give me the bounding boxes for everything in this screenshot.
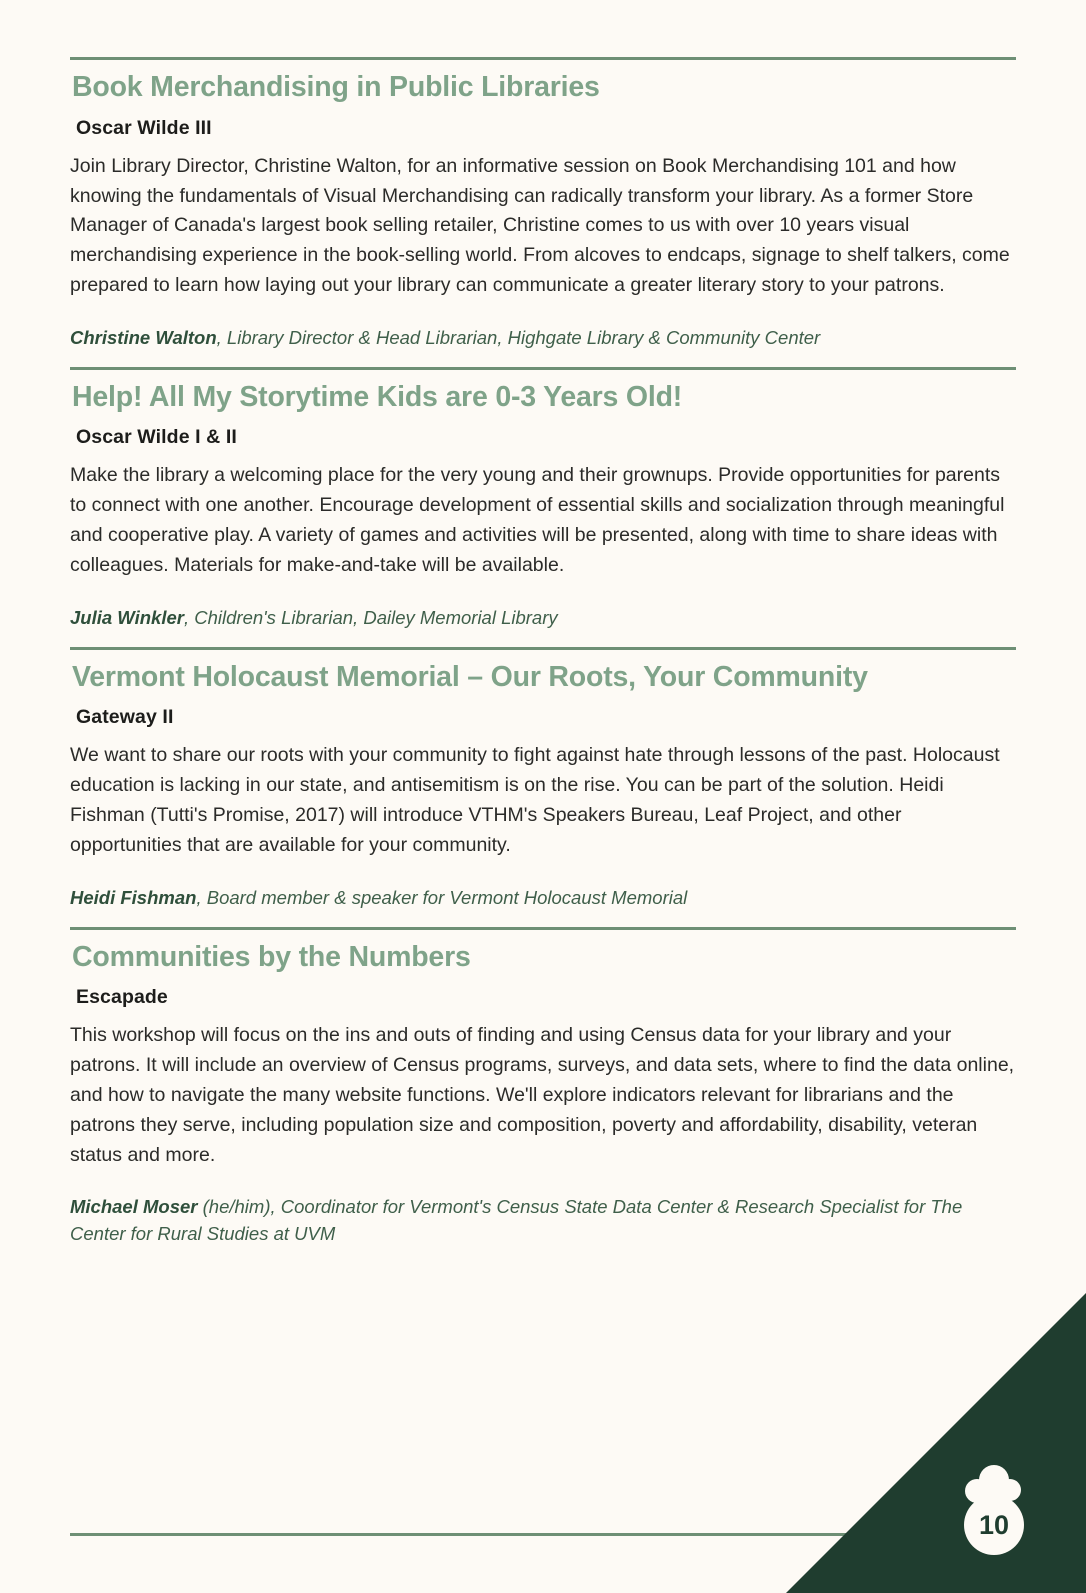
presenter-title: , Children's Librarian, Dailey Memorial Library (183, 606, 558, 628)
corner-triangle (786, 1293, 1086, 1593)
session-presenter (70, 1194, 1016, 1248)
session-description: Join Library Director, Christine Walton, for an informative session on Book Merchandising 101 and how knowing the fundamentals of Visual Merchandising can radically transform your library. As a former Store Manager of Canada's largest book selling retailer, Christine comes to us with over 10 years visual merchandising experience in the book-selling world. From alcoves to endcaps, signage to shelf talkers, come prepared to learn how laying out your library can communicate a greater literary story to your patrons. (70, 154, 1010, 297)
session-presenter (70, 605, 1016, 632)
divider (70, 647, 1016, 650)
presenter-name: Julia Winkler (70, 606, 184, 628)
presenter-title: , Board member & speaker for Vermont Holocaust Memorial (196, 886, 688, 908)
session-entry (70, 661, 1016, 912)
program-page (0, 57, 1086, 1593)
session-title: Vermont Holocaust Memorial – Our Roots, Your Community (72, 660, 868, 693)
session-entry (70, 941, 1016, 1249)
divider (70, 367, 1016, 370)
session-presenter (70, 325, 1016, 352)
session-description: We want to share our roots with your community to fight against hate through lessons of the past. Holocaust education is lacking in our state, and antisemitism is on the rise. You can be part of the solution. Heidi Fishman (Tutti's Promise, 2017) will introduce VTHM's Speakers Bureau, Leaf Project, and other opportunities that are available for your community. (70, 744, 1000, 856)
divider (70, 927, 1016, 930)
session-entry (70, 71, 1016, 352)
session-title: Communities by the Numbers (72, 940, 471, 973)
divider-top (70, 57, 1016, 60)
presenter-title: , Library Director & Head Librarian, Highgate Library & Community Center (216, 326, 821, 348)
session-entry (70, 381, 1016, 632)
session-room: Oscar Wilde I & II (76, 426, 237, 449)
presenter-name: Heidi Fishman (70, 886, 197, 908)
session-room: Oscar Wilde III (76, 116, 212, 139)
session-title: Help! All My Storytime Kids are 0-3 Years Old! (72, 380, 683, 413)
session-description: This workshop will focus on the ins and outs of finding and using Census data for your library and your patrons. It will include an overview of Census programs, surveys, and data sets, where to find the data online, and how to navigate the many website functions. We'll explore indicators relevant for librarians and the patrons they serve, including population size and composition, poverty and affordability, disability, veteran status and more. (70, 1024, 1015, 1166)
page-number: 10 (964, 1495, 1024, 1555)
session-description: Make the library a welcoming place for the very young and their grownups. Provide opportunities for parents to connect with one another. Encourage development of essential skills and socialization through meaningful and cooperative play. A variety of games and activities will be presented, along with time to share ideas with colleagues. Materials for make-and-take will be available. (70, 464, 1005, 576)
presenter-name: Michael Moser (70, 1196, 198, 1218)
session-title: Book Merchandising in Public Libraries (72, 71, 600, 103)
presenter-name: Christine Walton (70, 326, 217, 348)
session-room: Escapade (76, 986, 168, 1009)
session-room: Gateway II (76, 706, 174, 729)
presenter-title: (he/him), Coordinator for Vermont's Census State Data Center & Research Specialist for The Center for Rural Studies at UVM (70, 1196, 963, 1245)
session-presenter (70, 885, 1016, 912)
corner-decoration (786, 1293, 1086, 1593)
